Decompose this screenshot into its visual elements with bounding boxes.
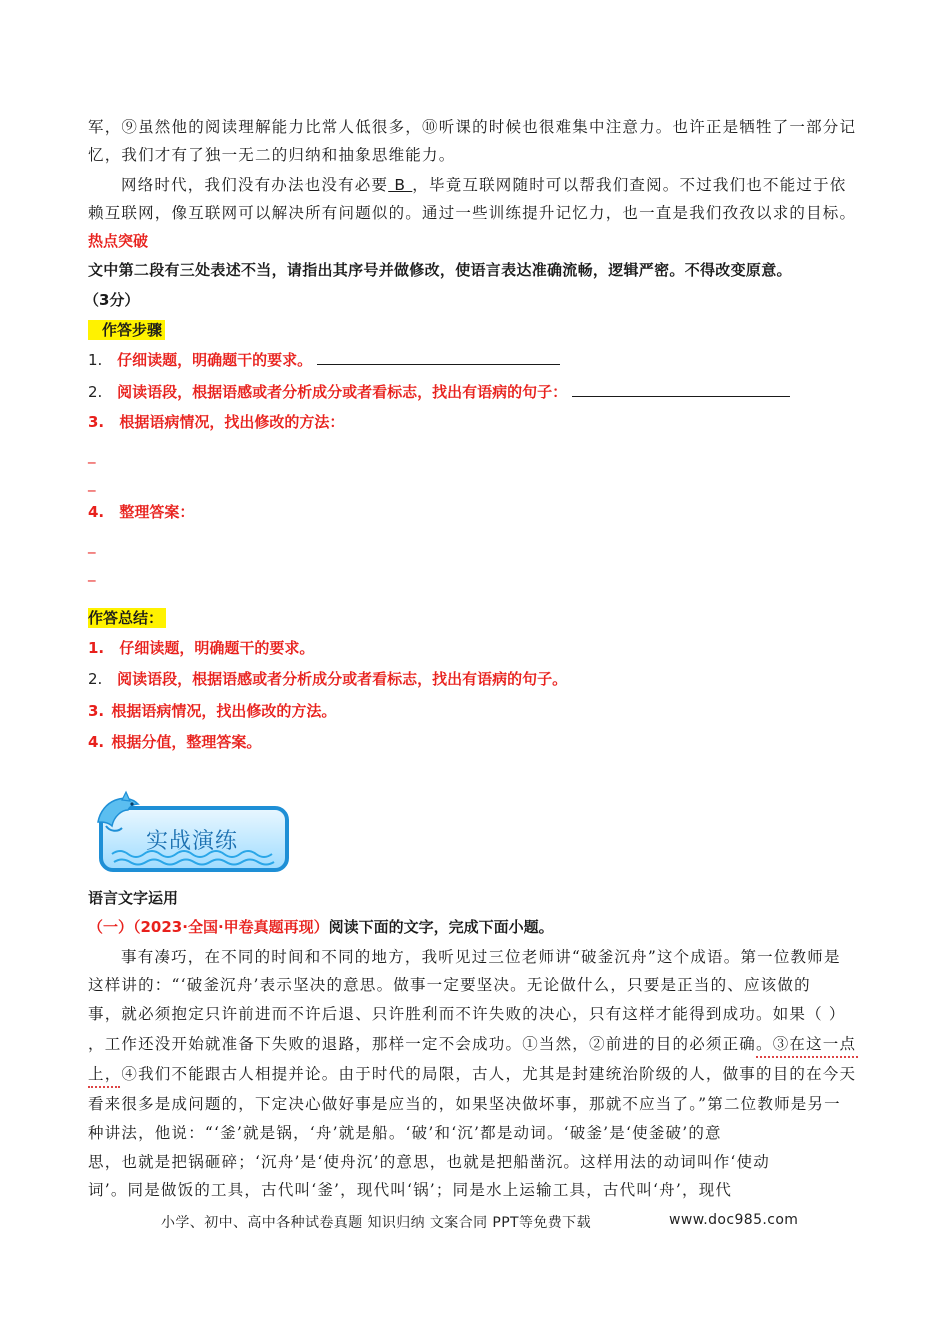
paragraph-line: 赖互联网，像互联网可以解决所有问题似的。通过一些训练提升记忆力，也一直是我们孜孜以求的目标。 [88,204,857,222]
step-text: 仔细读题，明确题干的要求。 [117,351,313,369]
answer-dash[interactable]: _ [88,474,96,492]
summary-number: 3. [88,702,105,720]
answer-blank[interactable] [572,380,790,397]
passage-line: 这样讲的：“‘破釜沉舟’表示坚决的意思。做事一定要坚决。无论做什么，只要是正当的、应该做的 [88,976,811,994]
footer-link[interactable]: www.doc985.com [669,1212,799,1228]
steps-heading-text: 作答步骤 [88,320,165,340]
summary-text: 根据分值，整理答案。 [111,733,262,751]
steps-heading [88,319,165,340]
step-item-4 [88,501,194,522]
practice-banner [92,790,292,874]
answer-dash[interactable]: _ [88,536,96,554]
question-instruction: 阅读下面的文字，完成下面小题。 [328,918,554,936]
step-number: 1. [88,351,103,369]
passage-line: 种讲法，他说：“‘釜’就是锅，‘舟’就是船。‘破’和‘沉’都是动词。‘破釜’是‘使釜破’的意 [88,1124,722,1142]
step-text: 阅读语段，根据语感或者分析成分或者看标志，找出有语病的句子： [117,383,568,401]
text-segment: ，毕竟互联网随时可以帮我们查阅。不过我们也不能过于依 [412,176,847,194]
step-text: 根据语病情况，找出修改的方法： [119,413,345,431]
question-header [88,916,554,937]
question-source: （一）（2023·全国·甲卷真题再现） [88,918,329,936]
summary-number: 2. [88,670,103,688]
step-text: 整理答案： [119,503,195,521]
step-number: 4. [88,503,105,521]
passage-line: 事，就必须抱定只许前进而不许后退、只许胜利而不许失败的决心，只有这样才能得到成功。如果（ ） [88,1005,846,1023]
passage-line: 思，也就是把锅砸碎；‘沉舟’是‘使舟沉’的意思，也就是把船凿沉。这样用法的动词叫作‘使动 [88,1153,770,1171]
summary-item-3 [88,700,336,721]
step-number: 2. [88,383,103,401]
banner-label: 实战演练 [146,829,239,854]
step-item-3 [88,411,344,432]
step-number: 3. [88,413,105,431]
blank-answer-b: B [388,176,413,194]
answer-dash[interactable]: _ [88,564,96,582]
summary-number: 1. [88,639,105,657]
summary-heading [88,607,166,628]
question-text: 文中第二段有三处表述不当，请指出其序号并做修改，使语言表达准确流畅，逻辑严密。不得改变原意。 [88,261,792,279]
summary-text: 根据语病情况，找出修改的方法。 [111,702,337,720]
step-item-2 [88,380,790,402]
question-score: （3分） [84,291,140,309]
answer-blank[interactable] [317,348,560,365]
footer-text: 小学、初中、高中各种试卷真题 知识归纳 文案合同 PPT等免费下载 [161,1215,591,1231]
passage-line: 词’。同是做饭的工具，古代叫‘釜’，现代叫‘锅’；同是水上运输工具，古代叫‘舟’，现代 [88,1181,733,1199]
wavy-underline [756,1054,858,1058]
hotspot-title: 热点突破 [88,232,149,250]
wavy-underline [88,1084,120,1088]
answer-dash[interactable]: _ [88,446,96,464]
passage-line: 上，④我们不能跟古人相提并论。由于时代的局限，古人，尤其是封建统治阶级的人，做事的目的在今天 [88,1065,857,1083]
summary-item-2 [88,668,567,689]
passage-line: ，工作还没开始就准备下失败的退路，那样一定不会成功。①当然，②前进的目的必须正确。③在这一点 [88,1035,857,1053]
paragraph-line [121,171,847,199]
step-item-1 [88,348,560,370]
text-segment: 网络时代，我们没有办法也没有必要 [121,176,389,194]
paragraph-line: 忆，我们才有了独一无二的归纳和抽象思维能力。 [88,146,456,164]
summary-heading-text: 作答总结： [88,608,166,628]
summary-text: 阅读语段，根据语感或者分析成分或者看标志，找出有语病的句子。 [117,670,568,688]
summary-item-4 [88,731,261,752]
passage-line: 看来很多是成问题的，下定决心做好事是应当的，如果坚决做坏事，那就不应当了。”第二位教师是另一 [88,1095,841,1113]
summary-text: 仔细读题，明确题干的要求。 [119,639,315,657]
passage-line: 事有凑巧，在不同的时间和不同的地方，我听见过三位老师讲“破釜沉舟”这个成语。第一位教师是 [121,948,841,966]
section-title: 语言文字运用 [88,889,179,907]
paragraph-line: 军，⑨虽然他的阅读理解能力比常人低很多，⑩听课的时候也很难集中注意力。也许正是牺牲了一部分记 [88,118,857,136]
summary-number: 4. [88,733,105,751]
summary-item-1 [88,637,314,658]
